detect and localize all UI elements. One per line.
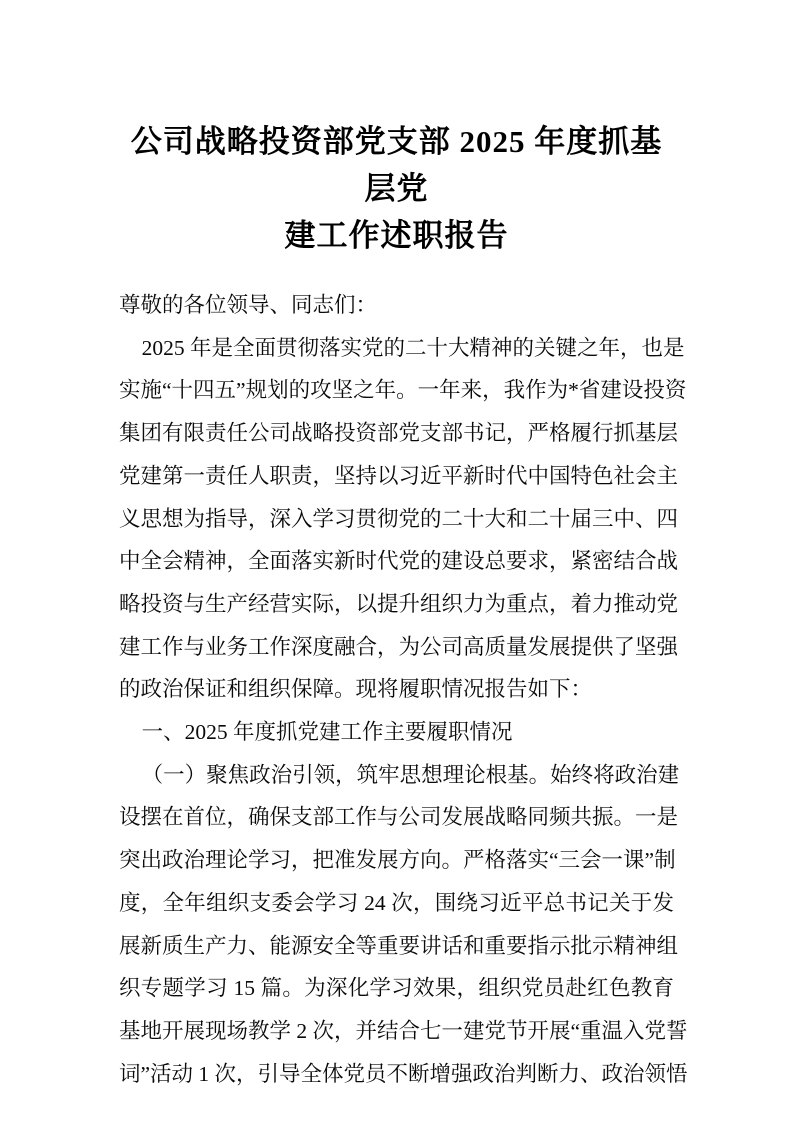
text-line-subsection-1-1-2: 设摆在首位，确保支部工作与公司发展战略同频共振。一是 xyxy=(119,805,679,830)
text-line-subsection-1-1-6: 织专题学习 15 篇。为深化学习效果，组织党员赴红色教育 xyxy=(119,976,674,1001)
title-line-2: 建工作述职报告 xyxy=(284,218,509,253)
text-line-subsection-1-1-8: 词”活动 1 次，引导全体党员不断增强政治判断力、政治领悟 xyxy=(119,1061,688,1086)
text-line-intro-paragraph-7: 略投资与生产经营实际，以提升组织力为重点，着力推动党 xyxy=(119,591,679,616)
text-line-subsection-1-1-5: 展新质生产力、能源安全等重要讲话和重要指示批示精神组 xyxy=(119,933,679,958)
text-line-intro-paragraph-9: 的政治保证和组织保障。现将履职情况报告如下： xyxy=(119,677,593,702)
text-line-subsection-1-1-4: 度，全年组织支委会学习 24 次，围绕习近平总书记关于发 xyxy=(119,890,674,915)
text-line-intro-paragraph-2: 实施“十四五”规划的攻坚之年。一年来，我作为*省建设投资 xyxy=(119,378,687,403)
document-content xyxy=(119,0,688,1095)
text-line-intro-paragraph-4: 党建第一责任人职责，坚持以习近平新时代中国特色社会主 xyxy=(119,463,679,488)
document-body xyxy=(119,284,688,1095)
text-line-section-heading-1-1: 一、2025 年度抓党建工作主要履职情况 xyxy=(141,720,513,745)
text-line-subsection-1-1-3: 突出政治理论学习，把准发展方向。严格落实“三会一课”制 xyxy=(119,848,676,873)
text-line-intro-paragraph-8: 建工作与业务工作深度融合，为公司高质量发展提供了坚强 xyxy=(119,634,679,659)
document-title xyxy=(119,118,674,259)
text-line-subsection-1-1-1: （一）聚焦政治引领，筑牢思想理论根基。始终将政治建 xyxy=(141,762,680,787)
text-line-intro-paragraph-5: 义思想为指导，深入学习贯彻党的二十大和二十届三中、四 xyxy=(119,506,679,531)
text-line-salutation-1: 尊敬的各位领导、同志们： xyxy=(119,293,378,317)
text-line-intro-paragraph-1: 2025 年是全面贯彻落实党的二十大精神的关键之年，也是 xyxy=(141,335,685,360)
title-line-1: 公司战略投资部党支部 2025 年度抓基层党 xyxy=(130,124,663,206)
text-line-subsection-1-1-7: 基地开展现场教学 2 次，并结合七一建党节开展“重温入党誓 xyxy=(119,1018,688,1043)
text-line-intro-paragraph-6: 中全会精神，全面落实新时代党的建设总要求，紧密结合战 xyxy=(119,549,679,574)
text-line-intro-paragraph-3: 集团有限责任公司战略投资部党支部书记，严格履行抓基层 xyxy=(119,421,679,446)
